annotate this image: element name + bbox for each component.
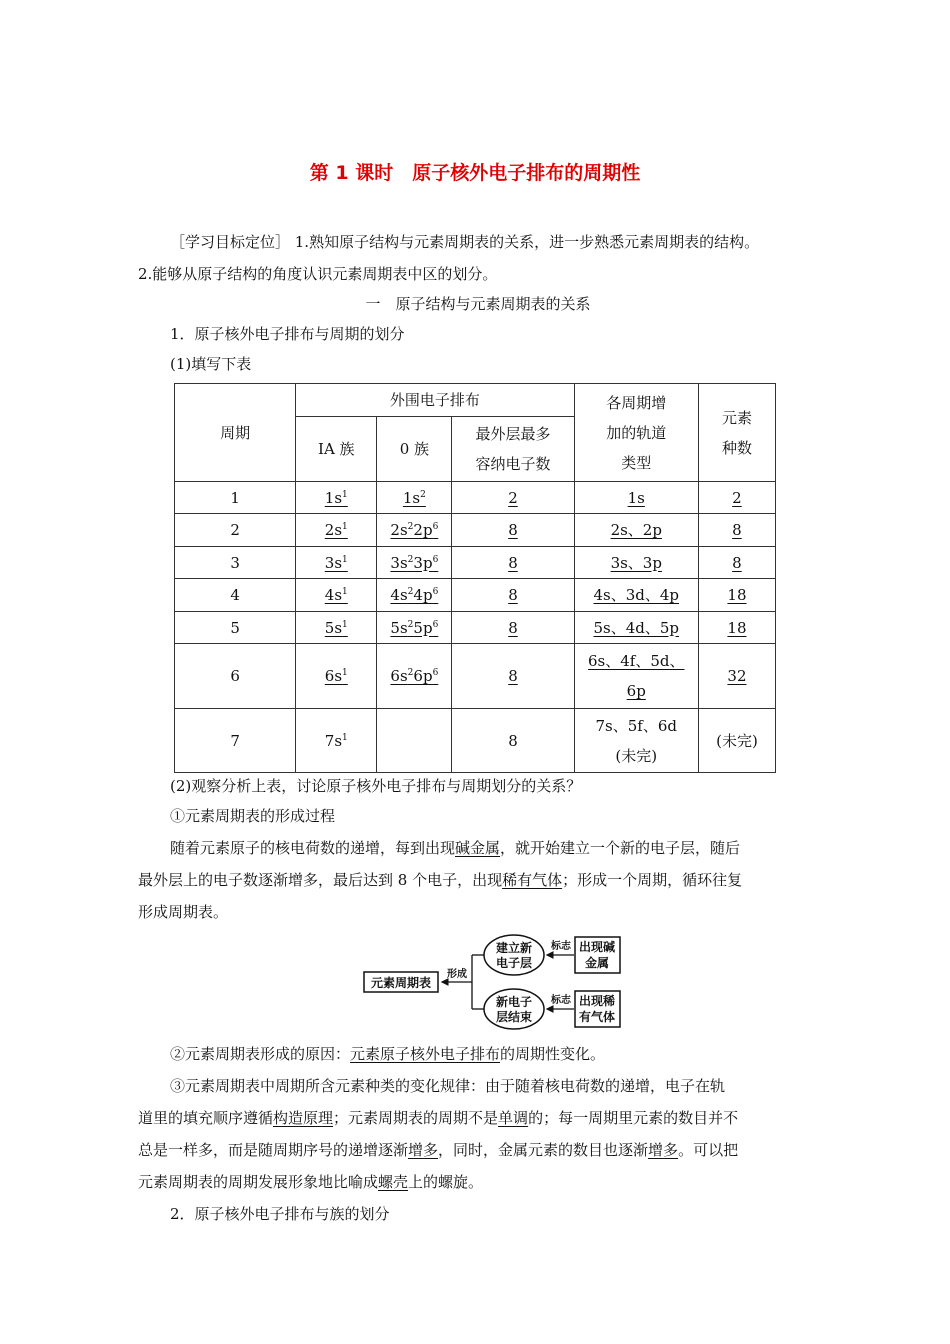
paragraph-formation-line-1 bbox=[138, 832, 818, 864]
cell-max-electrons bbox=[452, 644, 574, 709]
table-row bbox=[175, 482, 776, 514]
paragraph-formation-line-3: 形成周期表。 bbox=[138, 903, 229, 921]
config-superscript: 1 bbox=[342, 732, 348, 743]
zero-config-s bbox=[390, 521, 413, 539]
point-3-line-1: ③元素周期表中周期所含元素种类的变化规律：由于随着核电荷数的递增，电子在轨 bbox=[170, 1077, 726, 1095]
config-superscript: 2 bbox=[407, 668, 414, 678]
config-superscript: 1 bbox=[342, 554, 348, 565]
point-3-line-3 bbox=[138, 1134, 818, 1166]
header-orbital-line-2: 加的轨道 bbox=[606, 423, 667, 442]
new-layer-line-1: 建立新 bbox=[495, 941, 533, 955]
cell-element-count bbox=[698, 612, 775, 644]
text-span: ；形成一个周期，循环往复 bbox=[562, 871, 743, 889]
config-base: 2p bbox=[413, 521, 433, 539]
cell-zero-config bbox=[377, 514, 452, 547]
text-span: 道里的填充顺序遵循 bbox=[138, 1109, 274, 1127]
cell-period: 6 bbox=[175, 644, 296, 709]
text-span: ；元素周期表的周期不是 bbox=[333, 1109, 499, 1127]
cell-ia-config bbox=[296, 644, 377, 709]
config-superscript: 6 bbox=[432, 554, 439, 565]
zero-config-p bbox=[413, 586, 438, 604]
text-span: 最外层上的电子数逐渐增多，最后达到 8 个电子，出现 bbox=[138, 871, 503, 889]
config-superscript: 2 bbox=[420, 489, 426, 500]
config-base: 6s bbox=[390, 667, 408, 685]
cell-element-count bbox=[698, 482, 775, 514]
mark-label-2: 标志 bbox=[551, 995, 571, 1006]
sub-heading-discuss: (2)观察分析上表，讨论原子核外电子排布与周期划分的关系？ bbox=[170, 777, 582, 795]
point-1-heading: ①元素周期表的形成过程 bbox=[170, 807, 336, 825]
ia-config bbox=[325, 667, 348, 685]
config-base: 3s bbox=[324, 553, 343, 572]
config-superscript: 6 bbox=[432, 587, 439, 597]
section-heading: 一 原子结构与元素周期表的关系 bbox=[365, 295, 591, 313]
cell-element-count bbox=[698, 579, 775, 612]
orbital-types-cont: (未完) bbox=[615, 746, 658, 765]
cell-element-count bbox=[698, 547, 775, 579]
cell-orbital-types bbox=[574, 482, 698, 514]
answer-noble-gas: 稀有气体 bbox=[502, 871, 563, 889]
header-group-zero: 0 族 bbox=[377, 417, 452, 482]
max-electrons-value: 2 bbox=[508, 488, 518, 507]
cell-period: 2 bbox=[175, 514, 296, 547]
cell-orbital-types bbox=[574, 644, 698, 709]
header-orbital-type bbox=[574, 384, 698, 482]
cell-max-electrons bbox=[452, 547, 574, 579]
zero-config-s bbox=[390, 619, 413, 637]
period-table bbox=[174, 383, 776, 773]
config-base: 3s bbox=[390, 553, 408, 572]
table-row bbox=[175, 709, 776, 773]
config-base: 6s bbox=[324, 667, 343, 685]
noble-line-2: 有气体 bbox=[578, 1010, 616, 1024]
cell-period: 3 bbox=[175, 547, 296, 579]
max-electrons-value: 8 bbox=[508, 731, 518, 750]
alkali-line-2: 金属 bbox=[584, 956, 610, 970]
header-period: 周期 bbox=[175, 384, 296, 482]
config-superscript: 6 bbox=[432, 619, 439, 630]
config-superscript: 2 bbox=[407, 587, 414, 597]
element-count-value: 8 bbox=[732, 521, 742, 539]
cell-zero-config bbox=[377, 547, 452, 579]
answer-electron-config: 元素原子核外电子排布 bbox=[350, 1045, 501, 1063]
cell-ia-config bbox=[296, 709, 377, 773]
answer-snail-shell: 螺壳 bbox=[378, 1173, 409, 1191]
text-span: 上的螺旋。 bbox=[408, 1173, 484, 1191]
cell-period: 5 bbox=[175, 612, 296, 644]
config-superscript: 1 bbox=[342, 522, 348, 532]
cell-orbital-types bbox=[574, 514, 698, 547]
orbital-types: 2s、2p bbox=[610, 521, 662, 539]
zero-config-s bbox=[390, 586, 413, 604]
header-orbital-line-3: 类型 bbox=[621, 453, 652, 472]
config-superscript: 2 bbox=[407, 619, 414, 630]
config-base: 7s bbox=[324, 731, 343, 750]
text-span: 总是一样多，而是随周期序号的递增逐渐 bbox=[138, 1141, 409, 1159]
cell-orbital-types bbox=[574, 709, 698, 773]
config-base: 2s bbox=[390, 521, 408, 539]
header-orbital-line-1: 各周期增 bbox=[606, 393, 667, 412]
element-count-value: 2 bbox=[732, 488, 742, 507]
cell-orbital-types bbox=[574, 547, 698, 579]
element-count-value: 8 bbox=[732, 553, 742, 572]
orbital-types: 5s、4d、5p bbox=[593, 618, 680, 637]
cell-max-electrons bbox=[452, 612, 574, 644]
end-layer-line-2: 层结束 bbox=[495, 1010, 533, 1024]
cell-ia-config bbox=[296, 547, 377, 579]
periodic-table-label: 元素周期表 bbox=[370, 976, 432, 990]
cell-zero-config bbox=[377, 579, 452, 612]
cell-max-electrons bbox=[452, 709, 574, 773]
element-count-value: (未完) bbox=[716, 731, 758, 750]
cell-zero-config bbox=[377, 709, 452, 773]
orbital-types: 6s、4f、5d、 bbox=[588, 652, 685, 670]
answer-increase-1: 增多 bbox=[408, 1141, 439, 1159]
cell-max-electrons bbox=[452, 482, 574, 514]
zero-config-s bbox=[390, 554, 413, 572]
text-span: ②元素周期表形成的原因： bbox=[170, 1045, 351, 1063]
header-outer-config: 外围电子排布 bbox=[296, 384, 574, 417]
header-count-line-1: 元素 bbox=[721, 408, 752, 427]
point-2 bbox=[138, 1038, 818, 1070]
paragraph-formation-line-2 bbox=[138, 864, 818, 896]
config-base: 5s bbox=[324, 618, 343, 637]
config-base: 6p bbox=[413, 667, 433, 685]
header-count-line-2: 种数 bbox=[721, 438, 752, 457]
cell-ia-config bbox=[296, 579, 377, 612]
objective-line-2: 2.能够从原子结构的角度认识元素周期表中区的划分。 bbox=[138, 265, 498, 283]
page-title: 第 1 课时 原子核外电子排布的周期性 bbox=[309, 162, 641, 184]
cell-zero-config bbox=[377, 644, 452, 709]
text-span: 。可以把 bbox=[678, 1141, 739, 1159]
zero-config-p bbox=[413, 619, 438, 637]
cell-ia-config bbox=[296, 612, 377, 644]
zero-config-p bbox=[413, 554, 438, 572]
answer-increase-2: 增多 bbox=[648, 1141, 679, 1159]
table-body bbox=[175, 482, 776, 773]
zero-config-p bbox=[413, 521, 438, 539]
config-superscript: 1 bbox=[342, 619, 348, 630]
ia-config bbox=[325, 732, 348, 750]
answer-aufbau: 构造原理 bbox=[273, 1109, 334, 1127]
point-3-line-4 bbox=[138, 1166, 818, 1198]
zero-config-s bbox=[403, 489, 426, 507]
text-span: 的周期性变化。 bbox=[500, 1045, 606, 1063]
table-row bbox=[175, 612, 776, 644]
cell-period: 7 bbox=[175, 709, 296, 773]
orbital-types: 1s bbox=[627, 488, 645, 507]
header-element-count bbox=[698, 384, 775, 482]
cell-period: 1 bbox=[175, 482, 296, 514]
orbital-types: 7s、5f、6d bbox=[595, 716, 677, 735]
config-base: 1s bbox=[324, 488, 343, 507]
ia-config bbox=[325, 619, 348, 637]
config-superscript: 2 bbox=[407, 522, 414, 532]
cell-max-electrons bbox=[452, 579, 574, 612]
header-max-electrons bbox=[452, 417, 574, 482]
max-electrons-value: 8 bbox=[508, 618, 518, 637]
element-count-value: 32 bbox=[727, 667, 747, 685]
cell-ia-config bbox=[296, 514, 377, 547]
config-superscript: 6 bbox=[432, 668, 439, 678]
table-row bbox=[175, 579, 776, 612]
mark-label-1: 标志 bbox=[551, 941, 571, 952]
config-base: 5s bbox=[390, 618, 408, 637]
max-electrons-value: 8 bbox=[508, 553, 518, 572]
ia-config bbox=[325, 586, 348, 604]
cell-max-electrons bbox=[452, 514, 574, 547]
ia-config bbox=[325, 489, 348, 507]
formation-label: 形成 bbox=[447, 969, 467, 980]
text-span: 随着元素原子的核电荷数的递增，每到出现 bbox=[170, 839, 456, 857]
config-base: 1s bbox=[402, 488, 421, 507]
noble-line-1: 出现稀 bbox=[578, 994, 616, 1008]
ia-config bbox=[325, 554, 348, 572]
formation-diagram bbox=[362, 927, 632, 1035]
element-count-value: 18 bbox=[727, 618, 747, 637]
cell-ia-config bbox=[296, 482, 377, 514]
alkali-line-1: 出现碱 bbox=[578, 940, 616, 954]
config-superscript: 1 bbox=[342, 489, 348, 500]
element-count-value: 18 bbox=[727, 586, 747, 604]
max-electrons-value: 8 bbox=[508, 586, 518, 604]
orbital-types: 3s、3p bbox=[610, 553, 662, 572]
table-row bbox=[175, 644, 776, 709]
objective-line-1: ［学习目标定位］ 1.熟知原子结构与元素周期表的关系，进一步熟悉元素周期表的结构。 bbox=[170, 233, 760, 251]
table-row bbox=[175, 547, 776, 579]
config-superscript: 1 bbox=[342, 587, 348, 597]
cell-orbital-types bbox=[574, 579, 698, 612]
config-superscript: 6 bbox=[432, 522, 439, 532]
orbital-types: 4s、3d、4p bbox=[593, 586, 680, 604]
point-3-line-2 bbox=[138, 1102, 818, 1134]
cell-zero-config bbox=[377, 482, 452, 514]
cell-element-count bbox=[698, 709, 775, 773]
text-span: 元素周期表的周期发展形象地比喻成 bbox=[138, 1173, 379, 1191]
config-base: 5p bbox=[413, 618, 433, 637]
config-base: 3p bbox=[413, 553, 433, 572]
text-span: 的；每一周期里元素的数目并不 bbox=[528, 1109, 739, 1127]
table-row bbox=[175, 514, 776, 547]
header-max-line-1: 最外层最多 bbox=[475, 425, 551, 443]
item-heading-1: 1．原子核外电子排布与周期的划分 bbox=[170, 325, 405, 343]
max-electrons-value: 8 bbox=[508, 521, 518, 539]
new-layer-line-2: 电子层 bbox=[495, 956, 533, 970]
orbital-types-cont: 6p bbox=[626, 682, 646, 700]
config-base: 4s bbox=[324, 586, 343, 604]
config-base: 4s bbox=[390, 586, 408, 604]
zero-config-p bbox=[413, 667, 438, 685]
header-max-line-2: 容纳电子数 bbox=[475, 455, 551, 473]
text-span: ，同时，金属元素的数目也逐渐 bbox=[438, 1141, 649, 1159]
config-superscript: 2 bbox=[407, 554, 414, 565]
header-group-ia: ⅠA 族 bbox=[296, 417, 377, 482]
answer-monotonic: 单调 bbox=[498, 1109, 529, 1127]
text-span: ，就开始建立一个新的电子层，随后 bbox=[500, 839, 741, 857]
sub-heading-fill-table: (1)填写下表 bbox=[170, 355, 252, 373]
config-superscript: 1 bbox=[342, 668, 348, 678]
config-base: 2s bbox=[324, 521, 343, 539]
end-layer-line-1: 新电子 bbox=[495, 995, 533, 1009]
cell-zero-config bbox=[377, 612, 452, 644]
cell-element-count bbox=[698, 644, 775, 709]
zero-config-s bbox=[390, 667, 413, 685]
item-heading-2: 2．原子核外电子排布与族的划分 bbox=[170, 1205, 390, 1223]
config-base: 4p bbox=[413, 586, 433, 604]
cell-orbital-types bbox=[574, 612, 698, 644]
max-electrons-value: 8 bbox=[508, 667, 518, 685]
answer-alkali-metal: 碱金属 bbox=[455, 839, 501, 857]
cell-period: 4 bbox=[175, 579, 296, 612]
cell-element-count bbox=[698, 514, 775, 547]
ia-config bbox=[325, 521, 348, 539]
